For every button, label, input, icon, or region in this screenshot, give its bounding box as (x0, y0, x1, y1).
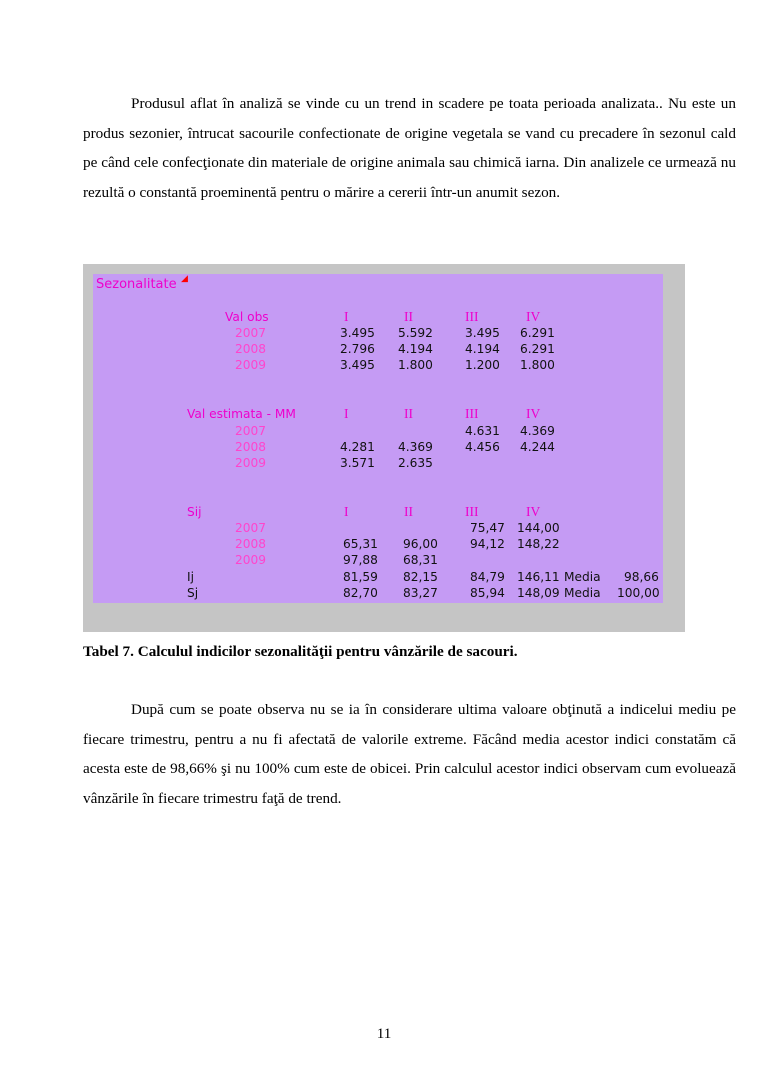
cell: 148,22 (517, 537, 560, 551)
val-est-label: Val estimata - MM (187, 407, 296, 421)
cell: 1.800 (520, 358, 555, 372)
cell: 3.495 (340, 326, 375, 340)
comment-marker-icon: ◢ (181, 274, 188, 284)
quarter-header: IV (526, 504, 541, 519)
cell: 83,27 (403, 586, 438, 600)
seasonality-table-image (83, 264, 685, 632)
cell: 94,12 (470, 537, 505, 551)
year-label: 2007 (235, 521, 267, 535)
cell: 146,11 (517, 570, 560, 584)
cell: 97,88 (343, 553, 378, 567)
cell: 68,31 (403, 553, 438, 567)
year-label: 2009 (235, 358, 267, 372)
quarter-header: IV (526, 309, 541, 324)
intro-paragraph (83, 89, 736, 207)
cell: 6.291 (520, 326, 555, 340)
cell: 2.796 (340, 342, 375, 356)
intro-paragraph-text: Produsul aflat în analiză se vinde cu un trend in scadere pe toata perioada analizata.. Nu este un produs sezonier, întrucat sacourile confectionate de origine vegetala se vand cu precadere în sezonul cald pe când cele confecţionate din materiale de origine animala sau chimică iarna. Din analizele ce urmează nu rezultă o constantă proeminentă pentru o mărire a cererii într-un anumit sezon. (83, 95, 736, 201)
cell: 4.194 (465, 342, 500, 356)
quarter-header: I (344, 406, 349, 421)
cell: 3.495 (340, 358, 375, 372)
cell: 4.369 (398, 440, 433, 454)
media-label: Media (564, 586, 601, 600)
year-label: 2009 (235, 456, 267, 470)
ij-label: Ij (187, 570, 194, 584)
quarter-header: II (404, 504, 413, 519)
sj-label: Sj (187, 586, 199, 600)
quarter-header: I (344, 504, 349, 519)
cell: 96,00 (403, 537, 438, 551)
cell: 4.456 (465, 440, 500, 454)
media-value: 98,66 (624, 570, 659, 584)
cell: 148,09 (517, 586, 560, 600)
cell: 82,70 (343, 586, 378, 600)
cell: 4.244 (520, 440, 555, 454)
quarter-header: III (465, 504, 479, 519)
analysis-paragraph-text: După cum se poate observa nu se ia în considerare ultima valoare obţinută a indicelui mediu pe fiecare trimestru, pentru a nu fi afectată de valorile extreme. Făcând media acestor indici constatăm că acesta este de 98,66% şi nu 100% cum este de obicei. Prin calculul acestor indici observam cum evoluează vânzările în fiecare trimestru faţă de trend. (83, 701, 736, 807)
cell: 1.200 (465, 358, 500, 372)
quarter-header: III (465, 406, 479, 421)
val-obs-label: Val obs (225, 310, 269, 324)
cell: 5.592 (398, 326, 433, 340)
cell: 1.800 (398, 358, 433, 372)
sheet-title: Sezonalitate (96, 277, 177, 292)
sij-label: Sij (187, 505, 202, 519)
quarter-header: II (404, 309, 413, 324)
cell: 84,79 (470, 570, 505, 584)
cell: 81,59 (343, 570, 378, 584)
quarter-header: I (344, 309, 349, 324)
cell: 2.635 (398, 456, 433, 470)
page-number: 11 (376, 1025, 392, 1042)
cell: 6.291 (520, 342, 555, 356)
cell: 85,94 (470, 586, 505, 600)
cell: 4.194 (398, 342, 433, 356)
media-value: 100,00 (617, 586, 660, 600)
quarter-header: III (465, 309, 479, 324)
cell: 4.631 (465, 424, 500, 438)
table-caption: Tabel 7. Calculul indicilor sezonalităţii pentru vânzările de sacouri. (83, 643, 518, 660)
analysis-paragraph (83, 695, 736, 813)
media-label: Media (564, 570, 601, 584)
cell: 4.369 (520, 424, 555, 438)
year-label: 2007 (235, 424, 267, 438)
seasonality-sheet (93, 274, 663, 603)
quarter-header: IV (526, 406, 541, 421)
year-label: 2009 (235, 553, 267, 567)
cell: 144,00 (517, 521, 560, 535)
year-label: 2007 (235, 326, 267, 340)
cell: 75,47 (470, 521, 505, 535)
cell: 65,31 (343, 537, 378, 551)
cell: 82,15 (403, 570, 438, 584)
cell: 3.571 (340, 456, 375, 470)
quarter-header: II (404, 406, 413, 421)
year-label: 2008 (235, 537, 267, 551)
year-label: 2008 (235, 342, 267, 356)
year-label: 2008 (235, 440, 267, 454)
cell: 3.495 (465, 326, 500, 340)
cell: 4.281 (340, 440, 375, 454)
